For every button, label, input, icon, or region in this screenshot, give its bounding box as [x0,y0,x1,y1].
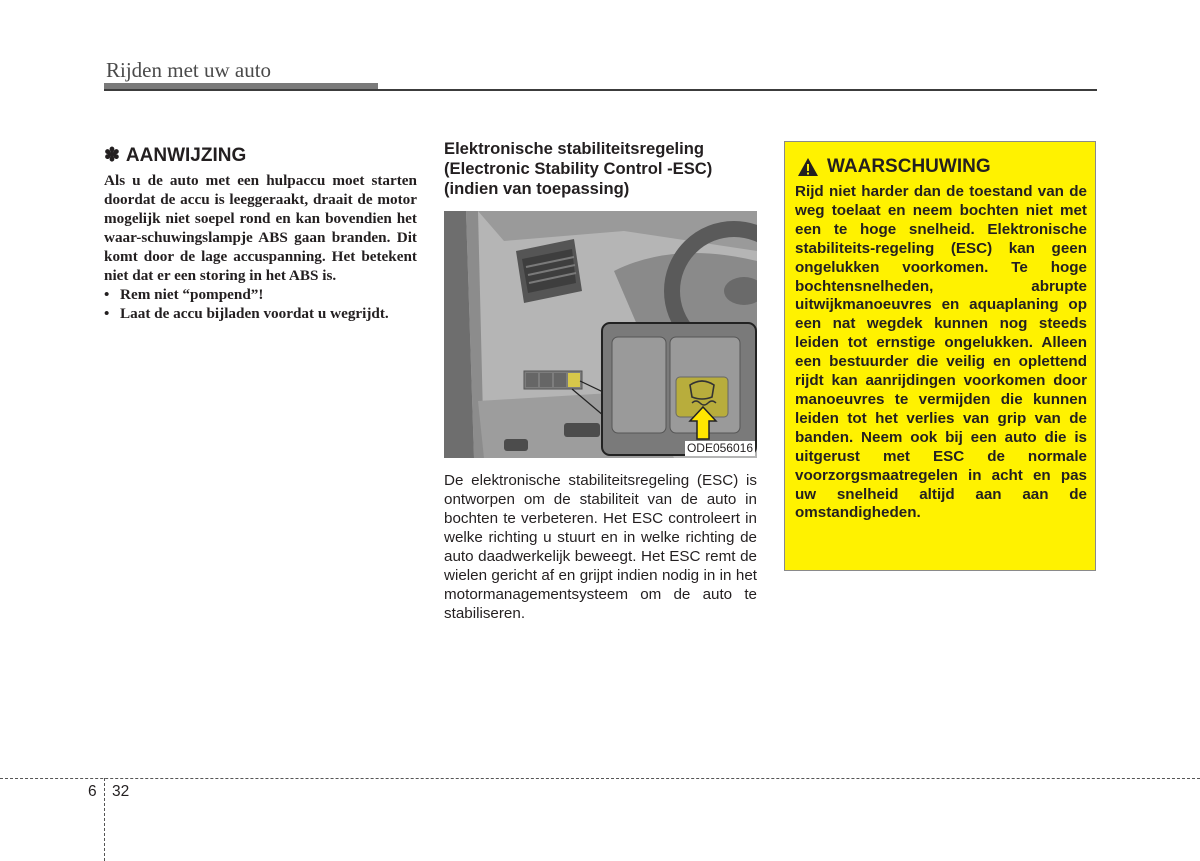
header-rule [104,89,1097,91]
esc-body: De elektronische stabiliteitsregeling (ESC) is ontworpen om de stabiliteit van de auto in bochten te verbeteren. Het ESC controleert in welke richting u stuurt en in welke richting de auto daadwerkelijk beweegt. Het ESC remt de wielen gericht af en grijpt indien nodig in in het motormanagementsysteem om de auto te stabiliseren. [444,472,757,622]
figure-code: ODE056016 [686,441,753,455]
footer-vertical-rule [104,778,105,861]
esc-heading-line: Elektronische stabiliteitsregeling [444,139,705,158]
note-section [104,144,417,323]
esc-heading-line: (Electronic Stability Control -ESC) [444,159,713,178]
esc-dashboard-illustration [444,211,757,458]
note-bullet-item: • Laat de accu bijladen voordat u wegrijdt. [104,304,417,323]
section-number: 6 [88,783,97,800]
warning-triangle-icon [797,157,819,177]
page-header-title: Rijden met uw auto [106,58,272,82]
note-bullet-item: • Rem niet “pompend”! [104,285,417,304]
note-heading-label: AANWIJZING [125,144,247,166]
page-number: 32 [112,783,130,800]
note-bullet-list [104,285,417,323]
warning-heading [797,156,991,178]
warning-body: Rijd niet harder dan de toestand van de weg toelaat en neem bochten niet met een te hoge snelheid. Elektronische stabiliteits-regeling (ESC) kan geen ongelukken voorkomen. Te hoge bochtensnelheden, abrupte uitwijkmanoeuvres en aquaplaning op een nat wegdek kunnen nog steeds leiden tot ernstige ongelukken. Alleen een bestuurder die veilig en oplettend rijdt kan aanrijdingen voorkomen door manoeuvres te vermijden die kunnen leiden tot het verlies van grip van de banden. Neem ook bij een auto die is uitgerust met ESC de normale voorzorgsmaatregelen in acht en pas uw snelheid altijd aan aan de omstandigheden. [795,183,1087,522]
warning-heading-label: WAARSCHUWING [827,156,991,177]
note-body: Als u de auto met een hulpaccu moet starten doordat de accu is leeggeraakt, draait de motor mogelijk niet soepel rond en kan bovendien het waar-schuwingslampje ABS gaan branden. Dit komt door de lage accuspanning. Het betekent niet dat er een storing in het ABS is. [104,172,417,284]
esc-heading [444,139,757,199]
note-heading [104,144,417,167]
footer-rule [0,778,1200,779]
asterisk-icon: ✽ [104,145,120,166]
esc-heading-line: (indien van toepassing) [444,179,630,198]
dashboard-illustration-svg [444,211,757,458]
warning-box [784,141,1096,571]
esc-section [444,139,757,623]
